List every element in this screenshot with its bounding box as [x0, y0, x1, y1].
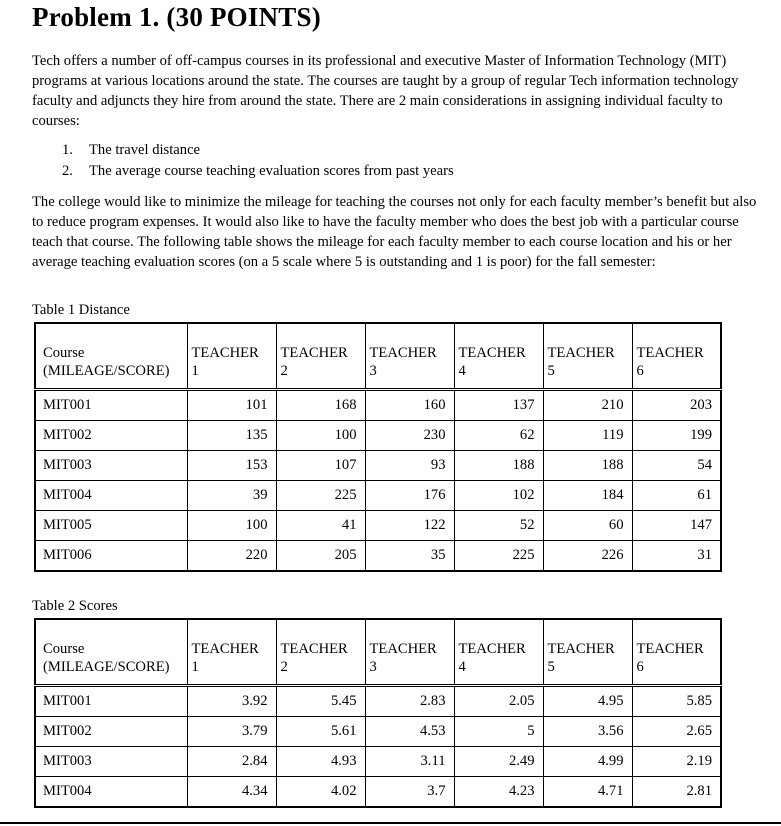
value-cell: 4.34 [187, 777, 276, 808]
teacher-header-text [544, 620, 632, 676]
value-cell: 102 [454, 481, 543, 511]
teacher-header-text [277, 620, 365, 676]
value-cell: 4.99 [543, 747, 632, 777]
value-cell: 62 [454, 421, 543, 451]
teacher-word: TEACHER [369, 345, 437, 361]
course-header-text [36, 620, 187, 676]
teacher-header-2 [276, 619, 365, 686]
table2-caption: Table 2 Scores [32, 598, 118, 614]
teacher-header-1 [187, 619, 276, 686]
value-cell: 226 [543, 541, 632, 572]
value-cell: 122 [365, 511, 454, 541]
teacher-number: 5 [547, 363, 555, 379]
teacher-header-5 [543, 323, 632, 390]
value-cell: 188 [454, 451, 543, 481]
table-header-row [35, 323, 721, 390]
page-bottom-rule [0, 822, 781, 824]
intro-paragraph: Tech offers a number of off-campus courses in its professional and executive Master of Information Technology (MIT) programs at various locations around the state. The courses are taught by a group of regular Tech information technology faculty and adjuncts they hire from around the state. There are 2 main considerations in assigning individual faculty to courses: [32, 53, 739, 129]
course-cell: MIT004 [35, 481, 187, 511]
teacher-word: TEACHER [547, 345, 615, 361]
list-number: 2. [62, 163, 73, 179]
teacher-number: 4 [458, 363, 466, 379]
value-cell: 199 [632, 421, 721, 451]
value-cell: 205 [276, 541, 365, 572]
value-cell: 100 [187, 511, 276, 541]
list-item [62, 140, 454, 161]
value-cell: 184 [543, 481, 632, 511]
teacher-header-3 [365, 323, 454, 390]
value-cell: 41 [276, 511, 365, 541]
teacher-number: 1 [191, 659, 199, 675]
value-cell: 168 [276, 390, 365, 421]
teacher-word: TEACHER [636, 641, 704, 657]
value-cell: 2.81 [632, 777, 721, 808]
value-cell: 4.95 [543, 686, 632, 717]
course-header-line1: Course [43, 345, 85, 361]
course-header-text [36, 324, 187, 380]
table-row [35, 451, 721, 481]
value-cell: 3.11 [365, 747, 454, 777]
table-row [35, 481, 721, 511]
course-cell: MIT003 [35, 451, 187, 481]
teacher-header-text [188, 324, 276, 380]
list-text: The average course teaching evaluation scores from past years [89, 163, 454, 179]
value-cell: 2.84 [187, 747, 276, 777]
value-cell: 101 [187, 390, 276, 421]
teacher-number: 6 [636, 659, 644, 675]
scores-table [34, 618, 722, 808]
value-cell: 3.92 [187, 686, 276, 717]
value-cell: 5 [454, 717, 543, 747]
teacher-number: 2 [280, 363, 288, 379]
value-cell: 230 [365, 421, 454, 451]
value-cell: 153 [187, 451, 276, 481]
value-cell: 5.61 [276, 717, 365, 747]
value-cell: 188 [543, 451, 632, 481]
value-cell: 93 [365, 451, 454, 481]
value-cell: 210 [543, 390, 632, 421]
teacher-header-6 [632, 619, 721, 686]
teacher-header-text [366, 324, 454, 380]
teacher-header-4 [454, 619, 543, 686]
course-cell: MIT002 [35, 717, 187, 747]
value-cell: 4.93 [276, 747, 365, 777]
course-header [35, 323, 187, 390]
value-cell: 100 [276, 421, 365, 451]
value-cell: 135 [187, 421, 276, 451]
course-header [35, 619, 187, 686]
teacher-word: TEACHER [280, 641, 348, 657]
teacher-number: 3 [369, 363, 377, 379]
teacher-number: 6 [636, 363, 644, 379]
distance-table [34, 322, 722, 572]
teacher-word: TEACHER [636, 345, 704, 361]
teacher-word: TEACHER [547, 641, 615, 657]
table-row [35, 717, 721, 747]
teacher-header-text [544, 324, 632, 380]
value-cell: 4.53 [365, 717, 454, 747]
course-cell: MIT005 [35, 511, 187, 541]
teacher-header-text [455, 620, 543, 676]
teacher-word: TEACHER [458, 641, 526, 657]
list-number: 1. [62, 142, 73, 158]
teacher-header-4 [454, 323, 543, 390]
value-cell: 4.23 [454, 777, 543, 808]
problem-title: Problem 1. (30 POINTS) [32, 2, 321, 32]
teacher-header-text [633, 324, 721, 380]
table-row [35, 511, 721, 541]
table-header-row [35, 619, 721, 686]
teacher-word: TEACHER [369, 641, 437, 657]
value-cell: 147 [632, 511, 721, 541]
considerations-list [62, 140, 454, 182]
teacher-word: TEACHER [191, 641, 259, 657]
teacher-word: TEACHER [191, 345, 259, 361]
value-cell: 61 [632, 481, 721, 511]
teacher-number: 3 [369, 659, 377, 675]
teacher-number: 1 [191, 363, 199, 379]
teacher-number: 4 [458, 659, 466, 675]
course-cell: MIT004 [35, 777, 187, 808]
value-cell: 39 [187, 481, 276, 511]
course-cell: MIT003 [35, 747, 187, 777]
course-cell: MIT001 [35, 390, 187, 421]
value-cell: 160 [365, 390, 454, 421]
value-cell: 2.05 [454, 686, 543, 717]
value-cell: 2.19 [632, 747, 721, 777]
value-cell: 176 [365, 481, 454, 511]
teacher-header-3 [365, 619, 454, 686]
table-row [35, 390, 721, 421]
table-row [35, 686, 721, 717]
value-cell: 2.83 [365, 686, 454, 717]
value-cell: 137 [454, 390, 543, 421]
teacher-number: 5 [547, 659, 555, 675]
teacher-header-text [633, 620, 721, 676]
value-cell: 5.85 [632, 686, 721, 717]
table-row [35, 777, 721, 808]
value-cell: 5.45 [276, 686, 365, 717]
course-cell: MIT002 [35, 421, 187, 451]
value-cell: 2.49 [454, 747, 543, 777]
value-cell: 203 [632, 390, 721, 421]
teacher-header-text [277, 324, 365, 380]
course-cell: MIT006 [35, 541, 187, 572]
course-header-line2: (MILEAGE/SCORE) [43, 659, 170, 675]
value-cell: 225 [276, 481, 365, 511]
value-cell: 31 [632, 541, 721, 572]
table-row [35, 747, 721, 777]
value-cell: 225 [454, 541, 543, 572]
teacher-header-1 [187, 323, 276, 390]
table-row [35, 421, 721, 451]
teacher-number: 2 [280, 659, 288, 675]
value-cell: 60 [543, 511, 632, 541]
value-cell: 54 [632, 451, 721, 481]
value-cell: 4.71 [543, 777, 632, 808]
teacher-header-6 [632, 323, 721, 390]
value-cell: 3.7 [365, 777, 454, 808]
value-cell: 52 [454, 511, 543, 541]
value-cell: 4.02 [276, 777, 365, 808]
table1-caption: Table 1 Distance [32, 302, 130, 318]
teacher-header-5 [543, 619, 632, 686]
value-cell: 119 [543, 421, 632, 451]
course-header-line1: Course [43, 641, 85, 657]
list-item [62, 161, 454, 182]
value-cell: 35 [365, 541, 454, 572]
course-header-line2: (MILEAGE/SCORE) [43, 363, 170, 379]
teacher-header-text [366, 620, 454, 676]
teacher-header-2 [276, 323, 365, 390]
teacher-header-text [455, 324, 543, 380]
teacher-header-text [188, 620, 276, 676]
value-cell: 2.65 [632, 717, 721, 747]
teacher-word: TEACHER [458, 345, 526, 361]
value-cell: 3.79 [187, 717, 276, 747]
value-cell: 107 [276, 451, 365, 481]
course-cell: MIT001 [35, 686, 187, 717]
list-text: The travel distance [89, 142, 201, 158]
value-cell: 3.56 [543, 717, 632, 747]
table-row [35, 541, 721, 572]
teacher-word: TEACHER [280, 345, 348, 361]
body-paragraph: The college would like to minimize the mileage for teaching the courses not only for each faculty member’s benefit but also to reduce program expenses. It would also like to have the faculty member who does the best job with a particular course teach that course. The following table shows the mileage for each faculty member to each course location and his or her average teaching evaluation scores (on a 5 scale where 5 is outstanding and 1 is poor) for the fall semester: [32, 194, 757, 270]
value-cell: 220 [187, 541, 276, 572]
